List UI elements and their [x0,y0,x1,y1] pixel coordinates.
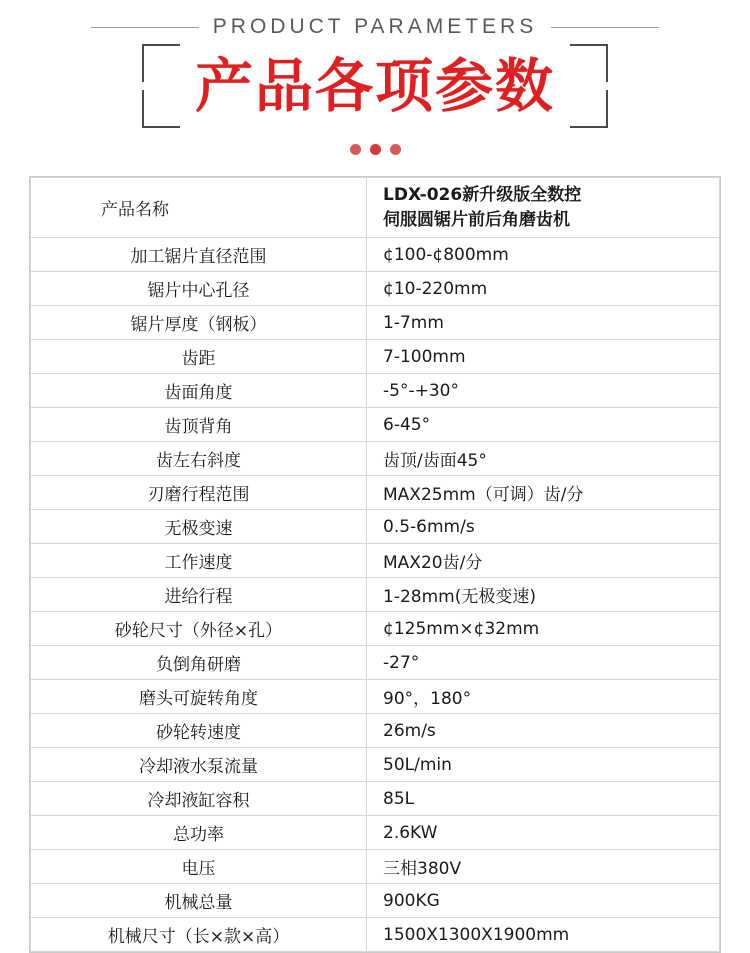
table-row [31,178,720,238]
table-row [31,748,720,782]
spec-label: 锯片中心孔径 [31,272,367,306]
spec-label: 砂轮尺寸（外径×孔） [31,612,367,646]
spec-label: 加工锯片直径范围 [31,238,367,272]
table-row [31,476,720,510]
spec-value: 1-7mm [367,306,720,340]
decorative-dots [0,140,750,158]
spec-value: MAX25mm（可调）齿/分 [367,476,720,510]
spec-value: 0.5-6mm/s [367,510,720,544]
spec-value: -5°-+30° [367,374,720,408]
spec-value: 2.6KW [367,816,720,850]
table-row [31,884,720,918]
spec-label: 产品名称 [31,178,367,238]
spec-label: 进给行程 [31,578,367,612]
spec-label: 冷却液缸容积 [31,782,367,816]
spec-value: 90°，180° [367,680,720,714]
spec-value: 1-28mm(无极变速) [367,578,720,612]
spec-value-line: 伺服圆锯片前后角磨齿机 [383,209,570,230]
spec-label: 齿左右斜度 [31,442,367,476]
table-row [31,442,720,476]
spec-label: 齿面角度 [31,374,367,408]
spec-value: ¢100-¢800mm [367,238,720,272]
spec-value: 三相380V [367,850,720,884]
table-row [31,918,720,952]
page-title: 产品各项参数 [194,52,555,120]
table-row [31,646,720,680]
spec-value: 6-45° [367,408,720,442]
spec-label: 工作速度 [31,544,367,578]
table-row [31,816,720,850]
spec-value: 26m/s [367,714,720,748]
table-row [31,238,720,272]
dot-icon [350,144,361,155]
spec-label: 电压 [31,850,367,884]
spec-label: 刃磨行程范围 [31,476,367,510]
spec-label: 机械尺寸（长×款×高） [31,918,367,952]
spec-label: 机械总量 [31,884,367,918]
spec-label: 无极变速 [31,510,367,544]
spec-label: 冷却液水泵流量 [31,748,367,782]
spec-label: 齿顶背角 [31,408,367,442]
table-row [31,714,720,748]
spec-label: 齿距 [31,340,367,374]
table-row [31,510,720,544]
dot-icon [370,144,381,155]
eyebrow-rule-right [551,27,659,28]
spec-value: 齿顶/齿面45° [367,442,720,476]
spec-value: ¢10-220mm [367,272,720,306]
dot-icon [390,144,401,155]
table-row [31,850,720,884]
spec-label: 锯片厚度（钢板） [31,306,367,340]
spec-value: 50L/min [367,748,720,782]
table-row [31,340,720,374]
table-row [31,578,720,612]
spec-value-line: LDX-026新升级版全数控 [383,184,582,205]
spec-value: 1500X1300X1900mm [367,918,720,952]
table-row [31,306,720,340]
spec-value: MAX20齿/分 [367,544,720,578]
table-row [31,680,720,714]
table-row [31,782,720,816]
eyebrow-row [0,10,750,44]
spec-label: 砂轮转速度 [31,714,367,748]
table-row [31,374,720,408]
table-row [31,612,720,646]
title-frame [142,44,608,128]
spec-value: ¢125mm×¢32mm [367,612,720,646]
table-row [31,544,720,578]
page-header [0,0,750,158]
spec-label: 磨头可旋转角度 [31,680,367,714]
spec-value [367,178,720,238]
table-row [31,272,720,306]
spec-label: 总功率 [31,816,367,850]
spec-value: 7-100mm [367,340,720,374]
spec-label: 负倒角研磨 [31,646,367,680]
spec-table [30,177,720,952]
spec-value: -27° [367,646,720,680]
spec-value: 900KG [367,884,720,918]
table-row [31,408,720,442]
spec-table-container [29,176,721,953]
spec-value: 85L [367,782,720,816]
eyebrow-text: PRODUCT PARAMETERS [212,15,538,38]
eyebrow-rule-left [91,27,199,28]
